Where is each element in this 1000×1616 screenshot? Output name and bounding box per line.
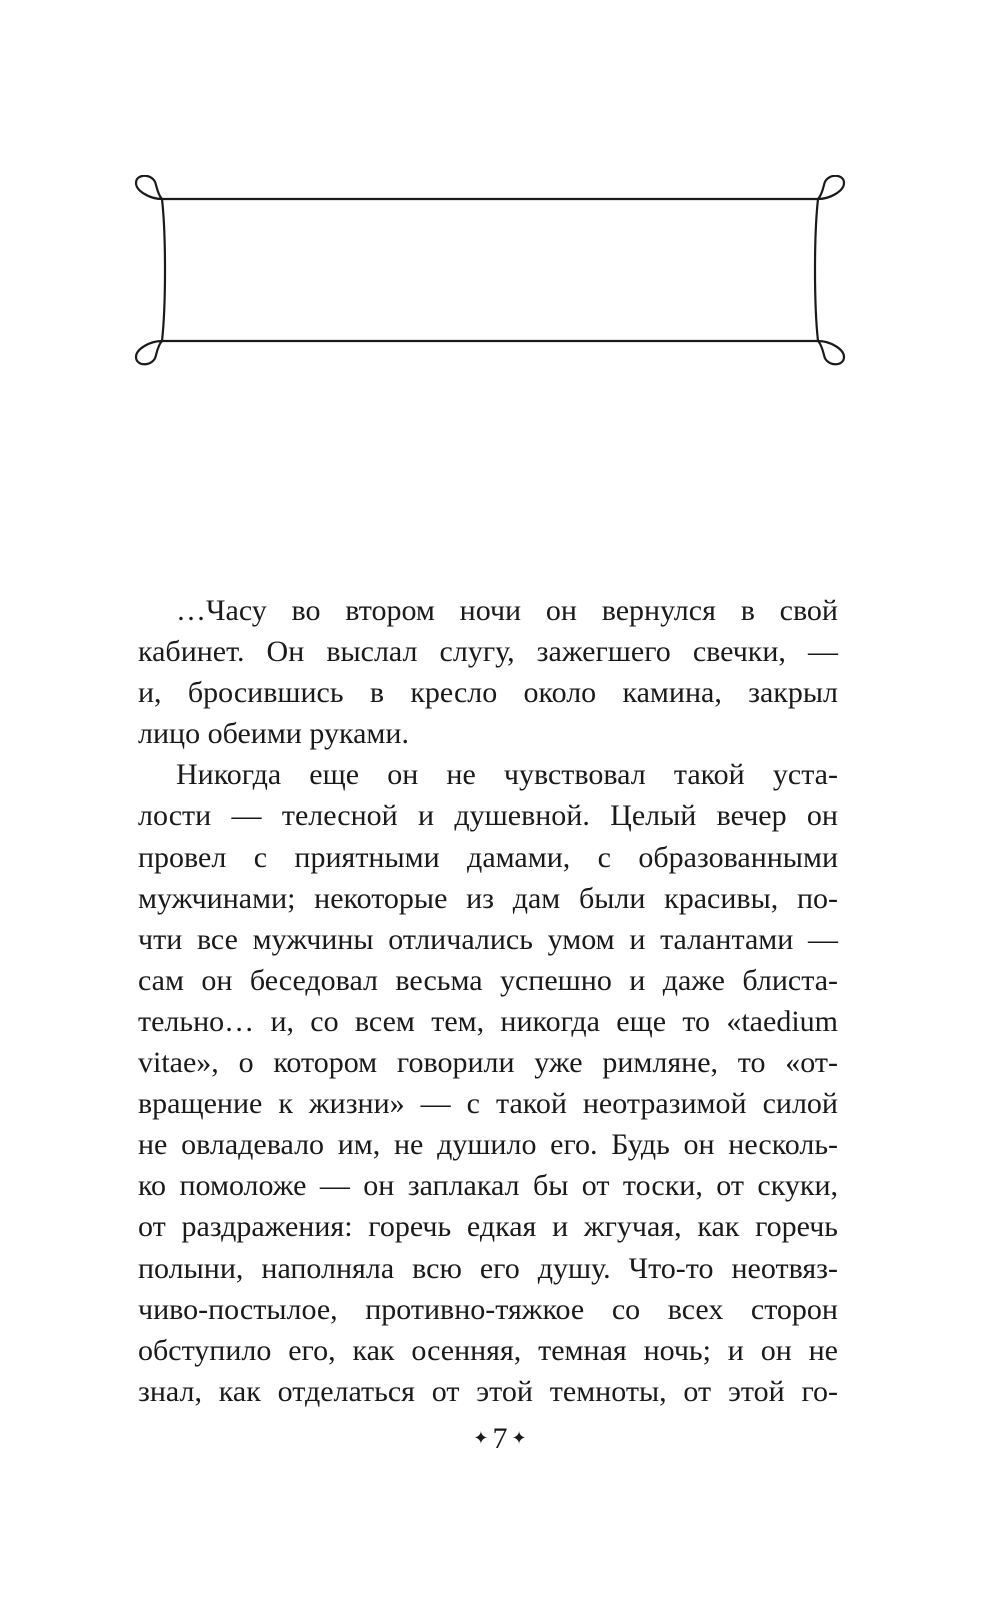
text-line: не овладевало им, не душило его. Будь он несколь- — [138, 1128, 838, 1162]
page-number: 7 — [492, 1422, 508, 1455]
paragraph-2 — [138, 754, 838, 1412]
text-line: чти все мужчины отличались умом и талантами — — [138, 922, 838, 956]
text-line: Никогда еще он не чувствовал такой уста- — [176, 758, 838, 792]
text-line: vitae», о котором говорили уже римляне, то «от- — [138, 1046, 838, 1080]
star-ornament-icon: ✦ — [511, 1428, 527, 1448]
text-line: мужчинами; некоторые из дам были красивы, по- — [138, 881, 838, 915]
text-line: чиво-постылое, противно-тяжкое со всех сторон — [138, 1292, 838, 1326]
text-line: вращение к жизни» — с такой неотразимой силой — [138, 1087, 838, 1121]
ornamental-frame — [130, 175, 850, 385]
paragraph-1 — [138, 590, 838, 754]
star-ornament-icon: ✦ — [473, 1428, 489, 1448]
text-line: ко помоложе — он заплакал бы от тоски, от скуки, — [138, 1169, 838, 1203]
page-number-footer — [0, 1422, 1000, 1456]
text-line: и, бросившись в кресло около камина, закрыл — [138, 676, 838, 710]
text-line: лости — телесной и душевной. Целый вечер он — [138, 799, 838, 833]
text-line: …Часу во втором ночи он вернулся в свой — [176, 594, 838, 627]
text-line: полыни, наполняла всю его душу. Что-то неотвяз- — [138, 1251, 838, 1285]
text-line: тельно… и, со всем тем, никогда еще то «taedium — [138, 1004, 838, 1038]
body-text — [138, 590, 838, 1412]
text-line: знал, как отделаться от этой темноты, от этой го- — [138, 1374, 838, 1408]
text-line: лицо обеими руками. — [138, 717, 409, 751]
text-line: от раздражения: горечь едкая и жгучая, как горечь — [138, 1210, 838, 1244]
text-line: провел с приятными дамами, с образованными — [138, 840, 838, 874]
text-line: обступило его, как осенняя, темная ночь; и он не — [138, 1333, 838, 1367]
text-line: кабинет. Он выслал слугу, зажегшего свечки, — — [138, 635, 838, 669]
ornamental-frame-drawing — [130, 175, 850, 385]
text-line: сам он беседовал весьма успешно и даже блиста- — [138, 963, 838, 997]
